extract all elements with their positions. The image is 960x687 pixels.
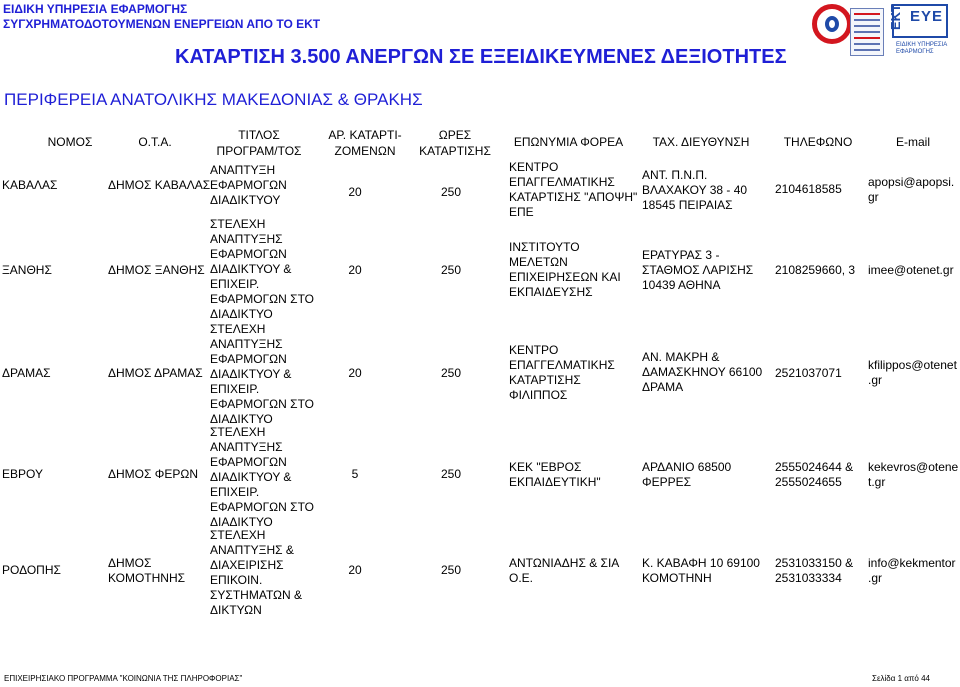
- column-header-title: ΤΙΤΛΟΣ ΠΡΟΓΡΑΜ/ΤΟΣ: [216, 128, 302, 158]
- cell-address: ΑΝ. ΜΑΚΡΗ & ΔΑΜΑΣΚΗΝΟΥ 66100 ΔΡΑΜΑ: [642, 350, 763, 394]
- cell-email[interactable]: imee@otenet.gr: [868, 263, 954, 277]
- cell-provider: ΙΝΣΤΙΤΟΥΤΟ ΜΕΛΕΤΩΝ ΕΠΙΧΕΙΡΗΣΕΩΝ ΚΑΙ ΕΚΠΑΙΔΕΥΣΗΣ: [509, 240, 621, 299]
- cell-ota: ΔΗΜΟΣ ΚΟΜΟΤΗΝΗΣ: [108, 556, 186, 585]
- cell-email[interactable]: info@kekmentor .gr: [868, 556, 956, 585]
- cell-title: ΣΤΕΛΕΧΗ ΑΝΑΠΤΥΞΗΣ ΕΦΑΡΜΟΓΩΝ ΔΙΑΔΙΚΤΥΟΥ & ΕΠΙΧΕΙΡ. ΕΦΑΡΜΟΓΩΝ ΣΤΟ ΔΙΑΔΙΚΤΥΟ: [210, 217, 315, 321]
- footer-page-number: Σελίδα 1 από 44: [872, 674, 930, 683]
- cell-provider: ΚΕΚ "ΕΒΡΟΣ ΕΚΠΑΙΔΕΥΤΙΚΗ": [509, 460, 601, 489]
- cell-title: ΣΤΕΛΕΧΗ ΑΝΑΠΤΥΞΗΣ & ΔΙΑΧΕΙΡΙΣΗΣ ΕΠΙΚΟΙΝ. ΣΥΣΤΗΜΑΤΩΝ & ΔΙΚΤΥΩΝ: [210, 528, 303, 617]
- cell-title: ΣΤΕΛΕΧΗ ΑΝΑΠΤΥΞΗΣ ΕΦΑΡΜΟΓΩΝ ΔΙΑΔΙΚΤΥΟΥ & ΕΠΙΧΕΙΡ. ΕΦΑΡΜΟΓΩΝ ΣΤΟ ΔΙΑΔΙΚΤΥΟ: [210, 322, 315, 426]
- cell-ota: ΔΗΜΟΣ ΦΕΡΩΝ: [108, 467, 198, 481]
- cell-phone: 2521037071: [775, 366, 842, 380]
- cell-provider: ΚΕΝΤΡΟ ΕΠΑΓΓΕΛΜΑΤΙΚΗΣ ΚΑΤΑΡΤΙΣΗΣ "ΑΠΟΨΗ" ΕΠΕ: [509, 160, 638, 219]
- cell-hours: 250: [441, 185, 462, 199]
- organization-line-1: ΕΙΔΙΚΗ ΥΠΗΡΕΣΙΑ ΕΦΑΡΜΟΓΗΣ: [3, 2, 188, 16]
- cell-phone: 2555024644 & 2555024655: [775, 460, 854, 489]
- cell-trainees: 20: [348, 366, 362, 380]
- cell-provider: ΑΝΤΩΝΙΑΔΗΣ & ΣΙΑ Ο.Ε.: [509, 556, 620, 585]
- cell-phone: 2531033150 & 2531033334: [775, 556, 854, 585]
- footer-program: ΕΠΙΧΕΙΡΗΣΙΑΚΟ ΠΡΟΓΡΑΜΜΑ "ΚΟΙΝΩΝΙΑ ΤΗΣ ΠΛΗΡΟΦΟΡΙΑΣ": [4, 674, 243, 683]
- column-header-provider: ΕΠΩΝΥΜΙΑ ΦΟΡΕΑ: [513, 135, 624, 149]
- cell-trainees: 5: [351, 467, 359, 481]
- cell-nomos: ΚΑΒΑΛΑΣ: [2, 178, 58, 192]
- cell-nomos: ΞΑΝΘΗΣ: [2, 263, 52, 277]
- at-logo-icon: [812, 4, 852, 44]
- cell-address: Κ. ΚΑΒΑΦΗ 10 69100 ΚΟΜΟΤΗΝΗ: [642, 556, 760, 585]
- cell-nomos: ΔΡΑΜΑΣ: [2, 366, 51, 380]
- eye-logo-subtitle-1: ΕΙΔΙΚΗ ΥΠΗΡΕΣΙΑ: [896, 42, 948, 48]
- cell-hours: 250: [441, 467, 462, 481]
- column-header-ota: Ο.Τ.Α.: [138, 135, 172, 149]
- region-title: ΠΕΡΙΦΕΡΕΙΑ ΑΝΑΤΟΛΙΚΗΣ ΜΑΚΕΔΟΝΙΑΣ & ΘΡΑΚΗΣ: [4, 90, 423, 109]
- eye-logo-subtitle-2: ΕΦΑΡΜΟΓΗΣ: [896, 49, 934, 55]
- cell-phone: 2104618585: [775, 182, 842, 196]
- cell-ota: ΔΗΜΟΣ ΞΑΝΘΗΣ: [108, 263, 205, 277]
- cell-address: ΑΡΔΑΝΙΟ 68500 ΦΕΡΡΕΣ: [642, 460, 732, 489]
- cell-ota: ΔΗΜΟΣ ΔΡΑΜΑΣ: [108, 366, 203, 380]
- cell-trainees: 20: [348, 185, 362, 199]
- cell-trainees: 20: [348, 563, 362, 577]
- cell-ota: ΔΗΜΟΣ ΚΑΒΑΛΑΣ: [108, 178, 211, 192]
- cell-phone: 2108259660, 3: [775, 263, 856, 277]
- eye-ekt-logo: [888, 2, 956, 60]
- cell-hours: 250: [441, 263, 462, 277]
- column-header-email: E-mail: [895, 135, 930, 149]
- cell-trainees: 20: [348, 263, 362, 277]
- cell-title: ΑΝΑΠΤΥΞΗ ΕΦΑΡΜΟΓΩΝ ΔΙΑΔΙΚΤΥΟΥ: [210, 163, 287, 207]
- column-header-nomos: ΝΟΜΟΣ: [47, 135, 93, 149]
- organization-line-2: ΣΥΓΧΡΗΜΑΤΟΔΟΤΟΥΜΕΝΩΝ ΕΝΕΡΓΕΙΩΝ ΑΠΟ ΤΟ ΕΚΤ: [3, 17, 321, 31]
- ekt-logo-text: ΕΚΤ: [888, 4, 903, 30]
- column-header-phone: ΤΗΛΕΦΩΝΟ: [783, 135, 853, 149]
- document-title: ΚΑΤΑΡΤΙΣΗ 3.500 ΑΝΕΡΓΩΝ ΣΕ ΕΞΕΙΔΙΚΕΥΜΕΝΕΣ ΔΕΞΙΟΤΗΤΕΣ: [175, 46, 787, 68]
- organization-name: [3, 2, 320, 32]
- cell-hours: 250: [441, 563, 462, 577]
- cell-title: ΣΤΕΛΕΧΗ ΑΝΑΠΤΥΞΗΣ ΕΦΑΡΜΟΓΩΝ ΔΙΑΔΙΚΤΥΟΥ & ΕΠΙΧΕΙΡ. ΕΦΑΡΜΟΓΩΝ ΣΤΟ ΔΙΑΔΙΚΤΥΟ: [210, 425, 315, 529]
- column-header-trainees: ΑΡ. ΚΑΤΑΡΤΙ- ΖΟΜΕΝΩΝ: [328, 128, 402, 158]
- cell-email[interactable]: kekevros@otene t.gr: [868, 460, 959, 489]
- column-header-hours: ΩΡΕΣ ΚΑΤΑΡΤΙΣΗΣ: [419, 128, 491, 158]
- eye-logo-text: ΕΥΕ: [910, 8, 944, 25]
- cell-address: ΑΝΤ. Π.Ν.Π. ΒΛΑΧΑΚΟΥ 38 - 40 18545 ΠΕΙΡΑΙΑΣ: [642, 168, 748, 212]
- cell-nomos: ΕΒΡΟΥ: [2, 467, 43, 481]
- column-header-address: ΤΑΧ. ΔΙΕΥΘΥΝΣΗ: [652, 135, 750, 149]
- cell-email[interactable]: kfilippos@otenet .gr: [868, 358, 957, 387]
- cell-nomos: ΡΟΔΟΠΗΣ: [2, 563, 61, 577]
- cell-provider: ΚΕΝΤΡΟ ΕΠΑΓΓΕΛΜΑΤΙΚΗΣ ΚΑΤΑΡΤΙΣΗΣ ΦΙΛΙΠΠΟΣ: [509, 343, 615, 402]
- cell-address: ΕΡΑΤΥΡΑΣ 3 - ΣΤΑΘΜΟΣ ΛΑΡΙΣΗΣ 10439 ΑΘΗΝΑ: [642, 248, 754, 292]
- information-society-logo-icon: [850, 8, 884, 56]
- cell-hours: 250: [441, 366, 462, 380]
- cell-email[interactable]: apopsi@apopsi. gr: [868, 175, 955, 204]
